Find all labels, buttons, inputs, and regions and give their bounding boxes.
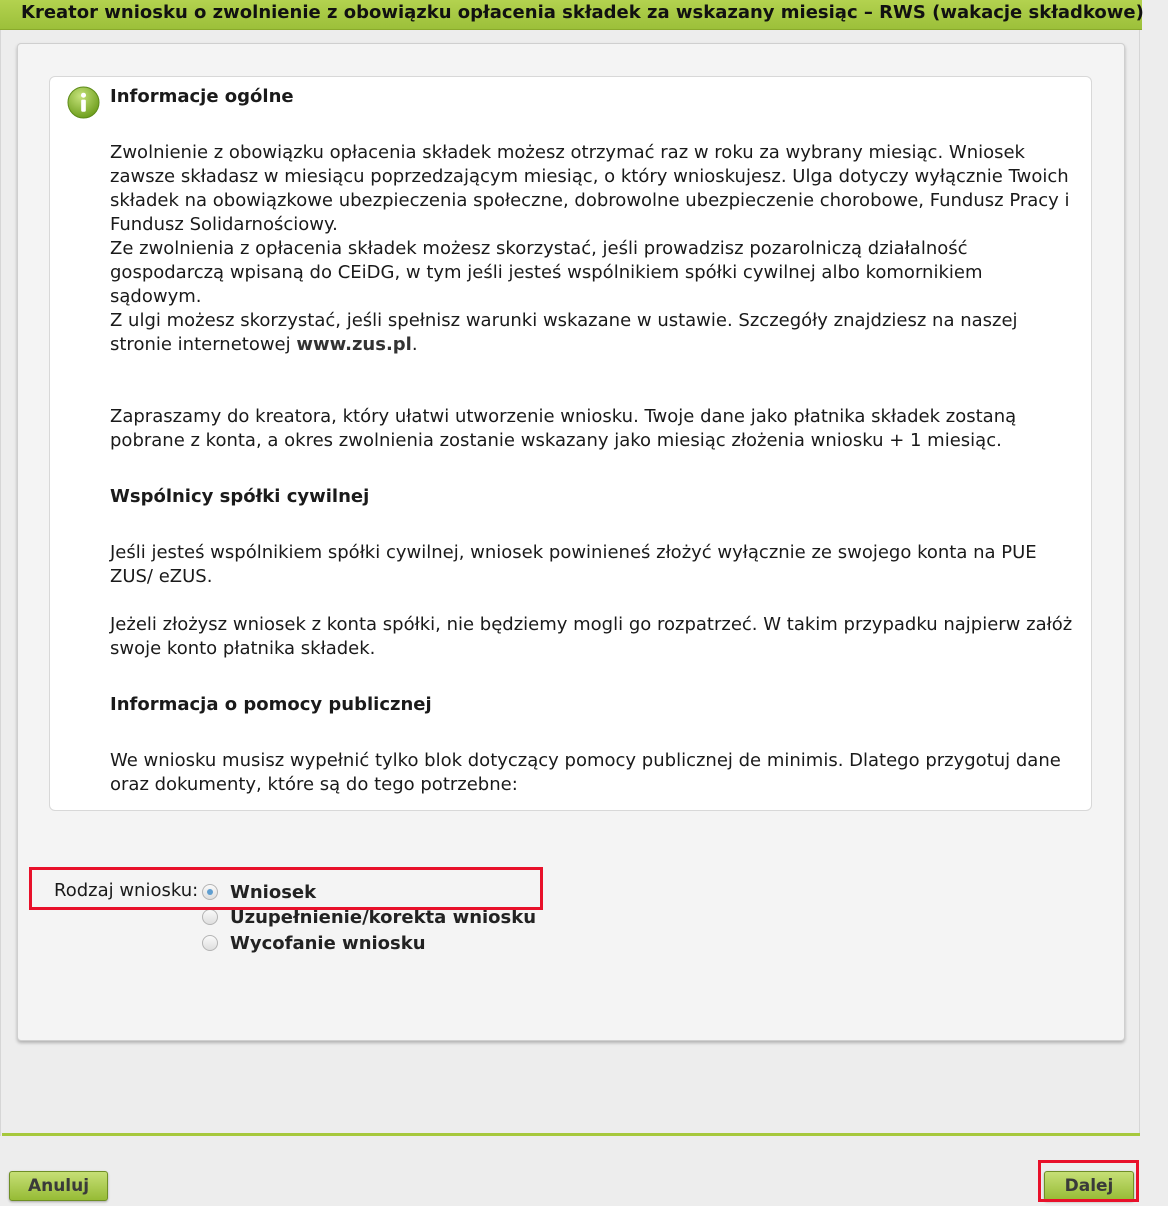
radio-label: Uzupełnienie/korekta wniosku [230, 906, 537, 928]
info-paragraph-1: Zwolnienie z obowiązku opłacenia składek możesz otrzymać raz w roku za wybrany miesiąc. Wniosek zawsze składasz w miesiącu poprzedzającym miesiąc, o który wnioskujesz. Ulga dotyczy wyłącznie Twoich składek na obowiązkowe ubezpieczenia społeczne, dobrowolne ubezpieczenie chorobowe, Fundusz Pracy i Fundusz Solidarnościowy. [110, 142, 1070, 235]
partners-text-1: Jeśli jesteś wspólnikiem spółki cywilnej, wniosek powinieneś złożyć wyłącznie ze swojego konta na PUE ZUS/ eZUS. [110, 542, 1037, 587]
radio-option-correction[interactable] [202, 905, 536, 929]
info-paragraph-3-text: Z ulgi możesz skorzystać, jeśli spełnisz warunki wskazane w ustawie. Szczegóły znajdziesz na naszej stronie internetowej [110, 310, 1018, 355]
radio-button-checked[interactable] [202, 884, 218, 900]
radio-button[interactable] [202, 909, 218, 925]
info-box[interactable] [49, 76, 1092, 811]
public-aid-text: We wniosku musisz wypełnić tylko blok dotyczący pomocy publicznej de minimis. Dlatego przygotuj dane oraz dokumenty, które są do tego potrzebne: [110, 750, 1061, 795]
info-invite-text: Zapraszamy do kreatora, który ułatwi utworzenie wniosku. Twoje dane jako płatnika składek zostaną pobrane z konta, a okres zwolnienia zostanie wskazany jako miesiąc złożenia wniosku + 1 miesiąc. [110, 406, 1017, 451]
partners-heading: Wspólnicy spółki cywilnej [110, 486, 370, 507]
cancel-button[interactable]: Anuluj [9, 1171, 108, 1201]
info-icon [67, 86, 100, 119]
radio-button[interactable] [202, 935, 218, 951]
radio-option-wniosek[interactable] [202, 880, 316, 904]
info-paragraph-3 [110, 309, 1075, 357]
info-paragraph-2: Ze zwolnienia z opłacenia składek możesz skorzystać, jeśli prowadzisz pozarolniczą działalność gospodarczą wpisaną do CEiDG, w tym jeśli jesteś wspólnikiem spółki cywilnej albo komornikiem sądowym. [110, 238, 983, 307]
radio-label: Wycofanie wniosku [230, 932, 426, 954]
info-heading: Informacje ogólne [110, 86, 294, 107]
next-button[interactable]: Dalej [1044, 1171, 1134, 1201]
info-content [110, 141, 1075, 797]
request-type-label: Rodzaj wniosku: [54, 880, 199, 901]
window-title: Kreator wniosku o zwolnienie z obowiązku opłacenia składek za wskazany miesiąc – RWS (wakacje składkowe) [21, 2, 1144, 23]
partners-text-2: Jeżeli złożysz wniosek z konta spółki, nie będziemy mogli go rozpatrzeć. W takim przypadku najpierw załóż swoje konto płatnika składek. [110, 614, 1073, 659]
window-title-bar [0, 0, 1142, 30]
public-aid-heading: Informacja o pomocy publicznej [110, 694, 432, 715]
info-paragraph-3-end: . [411, 334, 418, 355]
footer-divider [2, 1133, 1140, 1136]
zus-website-link[interactable]: www.zus.pl [296, 334, 412, 355]
radio-label: Wniosek [230, 881, 317, 903]
radio-option-withdrawal[interactable] [202, 931, 426, 955]
